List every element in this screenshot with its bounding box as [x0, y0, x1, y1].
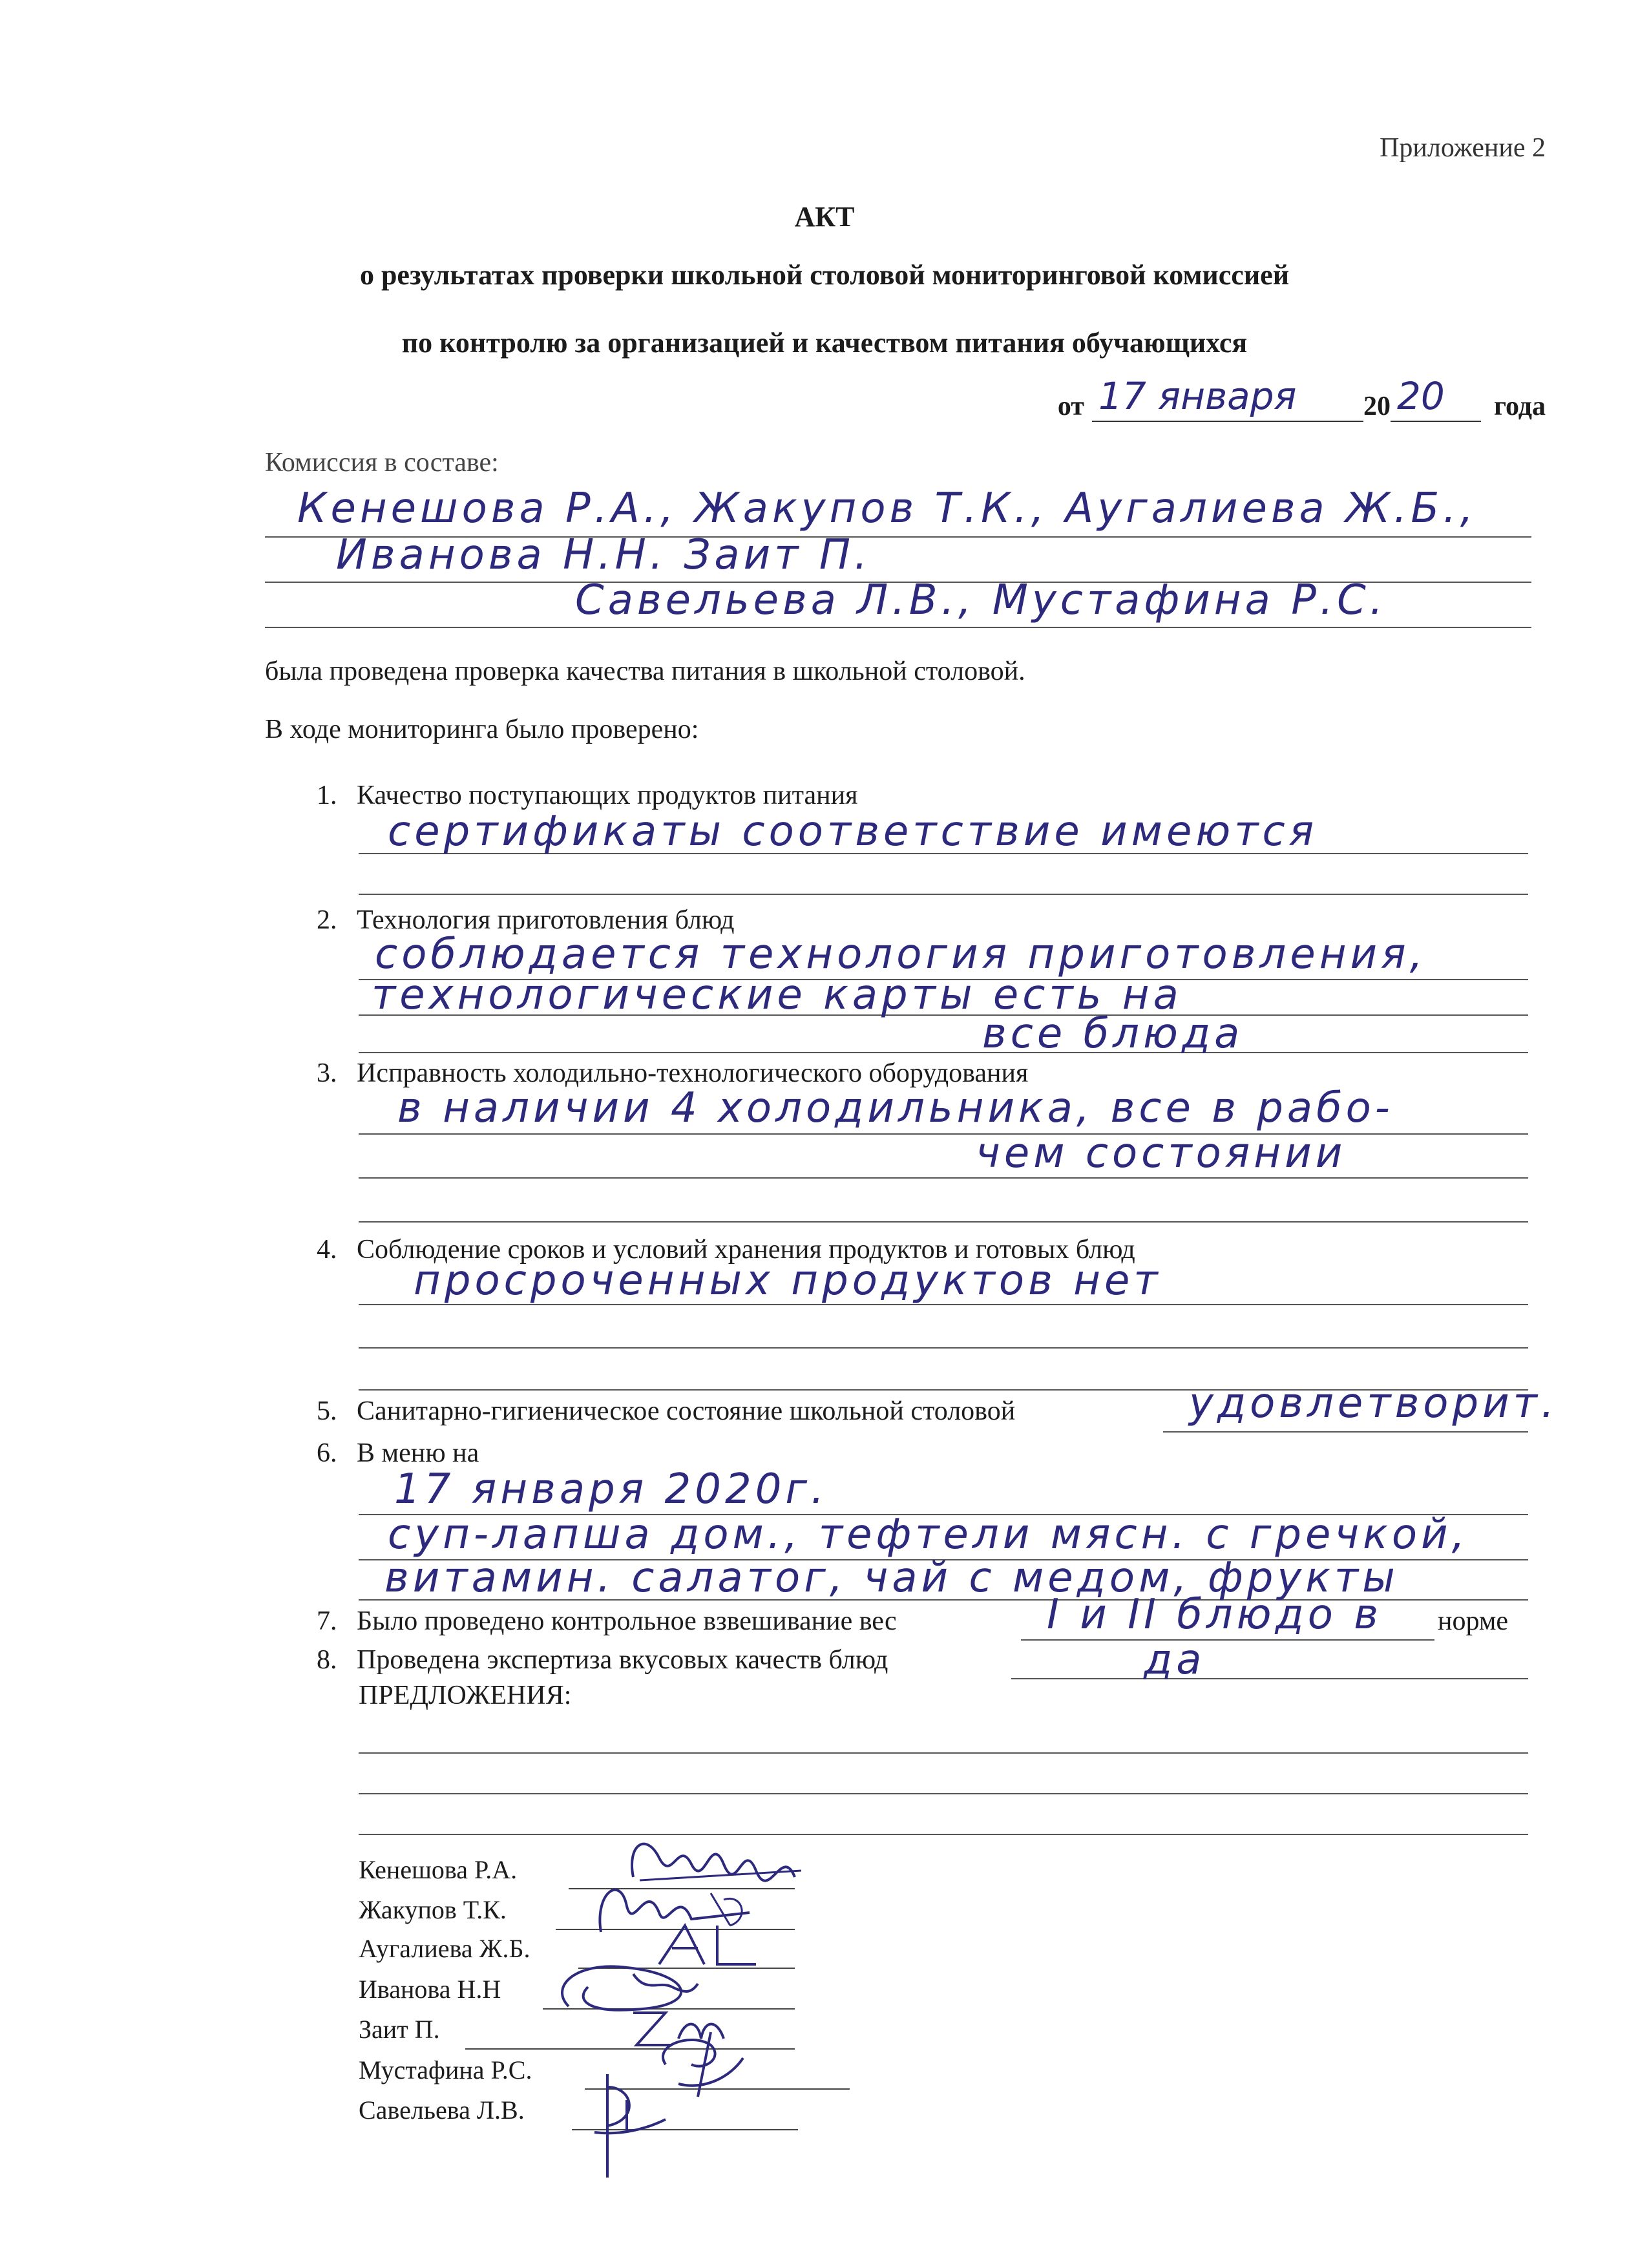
appendix-label: Приложение 2 [1380, 133, 1546, 163]
item-4-answer: просроченных продуктов нет [414, 1257, 1162, 1305]
signature-name-4: Иванова Н.Н [359, 1975, 501, 2004]
item-2-answer-line-2: технологические карты есть на [372, 971, 1182, 1019]
item-3-rule-1 [359, 1133, 1528, 1135]
date-day-month: 17 января [1098, 374, 1297, 418]
item-6-answer-line-1: суп-лапша дом., тефтели мясн. с гречкой, [388, 1511, 1469, 1559]
intro-line-2: В ходе мониторинга было проверено: [265, 715, 699, 744]
item-6-label: 6. В меню на [317, 1438, 479, 1468]
item-4-rule-2 [359, 1347, 1528, 1349]
date-year-prefix: 20 [1363, 392, 1391, 421]
item-7-answer: I и II блюдо в [1047, 1591, 1382, 1639]
date-line [1057, 374, 1546, 422]
proposals-label: ПРЕДЛОЖЕНИЯ: [359, 1681, 572, 1710]
item-2-label: 2. Технология приготовления блюд [317, 905, 735, 935]
date-prefix: от [1057, 392, 1084, 421]
commission-rule-3 [265, 627, 1531, 628]
commission-member-line-2: Иванова Н.Н. Заит П. [336, 531, 872, 579]
item-7-label: 7. Было проведено контрольное взвешивание вес [317, 1606, 897, 1636]
item-1-label: 1. Качество поступающих продуктов питания [317, 781, 858, 810]
item-1-rule-2 [359, 894, 1528, 895]
signature-name-7: Савельева Л.В. [359, 2095, 525, 2125]
proposals-rule-1 [359, 1752, 1528, 1754]
document-subtitle-1: о результатах проверки школьной столовой мониторинговой комиссией [359, 259, 1290, 291]
item-4-label: 4. Соблюдение сроков и условий хранения продуктов и готовых блюд [317, 1235, 1135, 1265]
date-suffix: года [1493, 392, 1546, 421]
item-3-label: 3. Исправность холодильно-технологического оборудования [317, 1058, 1029, 1088]
proposals-rule-2 [359, 1793, 1528, 1794]
signature-name-6: Мустафина Р.С. [359, 2055, 532, 2084]
item-5-answer: удовлетворит. [1189, 1380, 1559, 1427]
item-8-answer: да [1144, 1636, 1206, 1684]
date-year-suffix: 20 [1396, 374, 1445, 418]
item-7-rule [1021, 1639, 1434, 1641]
signature-name-5: Заит П. [359, 2015, 440, 2044]
date-year-field [1391, 374, 1481, 422]
item-2-answer-line-3: все блюда [982, 1010, 1244, 1058]
item-6-answer-line-2: витамин. салатог, чай с медом, фрукты [384, 1554, 1399, 1602]
signature-name-3: Аугалиева Ж.Б. [359, 1934, 530, 1963]
intro-line-1: была проведена проверка качества питания в школьной столовой. [265, 656, 1025, 686]
item-5-label: 5. Санитарно-гигиеническое состояние школьной столовой [317, 1396, 1016, 1426]
proposals-rule-3 [359, 1834, 1528, 1835]
commission-member-line-3: Савельева Л.В., Мустафина Р.С. [575, 576, 1387, 624]
signature-7-scribble [569, 2061, 698, 2190]
item-2-answer-line-1: соблюдается технология приготовления, [375, 930, 1427, 978]
item-3-answer-line-1: в наличии 4 холодильника, все в рабо- [397, 1084, 1394, 1132]
document-subtitle-2: по контролю за организацией и качеством питания обучающихся [401, 327, 1248, 359]
signature-name-2: Жакупов Т.К. [359, 1895, 507, 1924]
item-8-rule [1011, 1678, 1528, 1679]
item-6-answer-date: 17 января 2020г. [394, 1465, 828, 1513]
commission-label: Комиссия в составе: [265, 448, 499, 478]
item-5-rule [1163, 1431, 1528, 1433]
signature-name-1: Кенешова Р.А. [359, 1855, 518, 1884]
document-title: АКТ [794, 201, 855, 233]
date-day-month-field [1092, 374, 1363, 422]
commission-member-line-1: Кенешова Р.А., Жакупов Т.К., Аугалиева Ж.Б., [297, 485, 1477, 532]
item-3-rule-3 [359, 1221, 1528, 1223]
item-1-answer: сертификаты соответствие имеются [388, 808, 1318, 856]
item-8-label: 8. Проведена экспертиза вкусовых качеств блюд [317, 1645, 888, 1675]
item-7-suffix: норме [1438, 1606, 1509, 1636]
item-3-rule-2 [359, 1177, 1528, 1179]
item-3-answer-line-2: чем состоянии [976, 1129, 1347, 1177]
item-2-rule-3 [359, 1052, 1528, 1053]
